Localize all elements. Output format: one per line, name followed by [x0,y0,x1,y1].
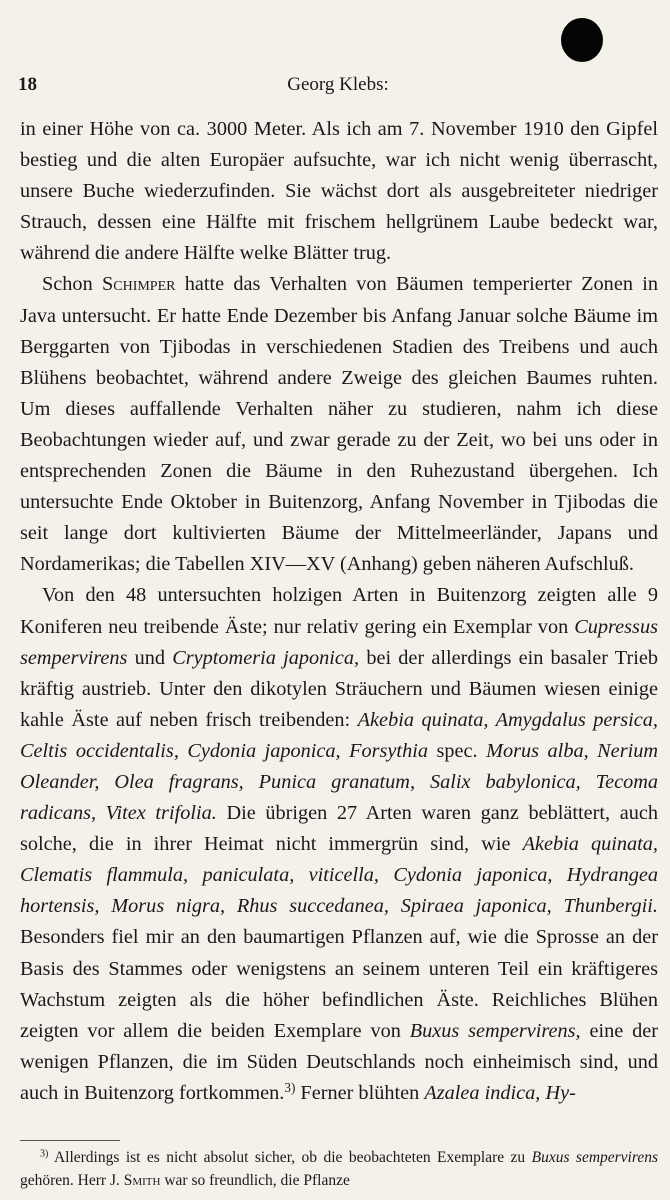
text-run: und [127,646,173,669]
text-run: Buxus sempervirens [531,1149,658,1166]
footnote-marker: 3) [40,1148,49,1160]
text-run: eine der wenigen Pflanzen, die im Süden Deutschlands noch einheimisch sind, und auch in Buitenzorg fortkommen. [20,1019,659,1104]
text-run: Besonders fiel mir an den baumartigen Pflanzen auf, wie die Sprosse an der Basis des Stammes oder wenigstens an seinem unteren Teil ein kräftigeres Wachstum zeigten als die höher befindlichen Äste. Reichliches Blühen zeigten vor allem die beiden Exemplare von [20,926,658,1042]
running-head: Georg Klebs: [287,74,389,95]
page-number: 18 [18,74,37,95]
text-run: Buxus sempervirens, [409,1019,581,1042]
text-run: Ferner blühten [295,1081,425,1104]
paragraph [20,114,658,269]
text-run: Azalea indica, Hy- [424,1081,576,1104]
footnotes [20,1146,658,1192]
paragraph [20,269,658,580]
text-run: Akebia quinata, Amygdalus persica, Celtis occidentalis, Cydonia japonica, Forsythia [20,708,658,762]
text-run: gehören. Herr J. [20,1172,124,1189]
footnote-divider [20,1140,120,1141]
text-run: Schon [42,273,102,296]
text-run: bei der allerdings ein basaler Trieb kräftig austrieb. Unter den dikotylen Sträuchern und Bäumen wiesen einige kahle Äste auf neben frisch treibenden: [20,646,659,731]
text-run: Cryptomeria japonica, [172,646,360,669]
text-run: Von den 48 untersuchten holzigen Arten in Buitenzorg zeigten alle 9 Koniferen neu treibende Äste; nur relativ gering ein Exemplar von [20,584,658,638]
text-run: Schimper [101,273,176,296]
text-run: Die übrigen 27 Arten waren ganz beblättert, auch solche, die in ihrer Heimat nicht immergrün sind, wie [20,802,658,856]
text-run: spec. [428,739,487,762]
body-text [20,114,658,1109]
text-run: Morus alba, Nerium Oleander, Olea fragrans, Punica granatum, Salix babylonica, Tecoma radicans, Vitex trifolia. [20,739,659,825]
text-run: Allerdings ist es nicht absolut sicher, ob die beobachteten Exemplare zu [48,1149,532,1166]
text-run: Akebia quinata, Clematis flammula, paniculata, viticella, Cydonia japonica, Hydrangea hortensis, Morus nigra, Rhus succedanea, Spiraea japonica, Thunbergii. [20,833,659,918]
page-header [18,70,658,100]
ink-blot [561,18,603,62]
text-run: hatte das Verhalten von Bäumen temperierter Zonen in Java untersucht. Er hatte Ende Dezember bis Anfang Januar solche Bäume im Berggarten von Tjibodas in verschiedenen Stadien des Treibens und auch Blühens beobachtet, während andere Zweige des gleichen Baumes ruhten. Um dieses auffallende Verhalten näher zu studieren, nahm ich diese Beobachtungen wieder auf, und zwar gerade zu der Zeit, wo bei uns oder in entsprechenden Zonen die Bäume in den Ruhezustand übergehen. Ich untersuchte Ende Oktober in Buitenzorg, Anfang November in Tjibodas die seit lange dort kultivierten Bäume der Mittelmeerländer, Japans und Nordamerikas; die Tabellen XIV—XV (Anhang) geben näheren Aufschluß. [20,273,658,576]
text-run: war so freundlich, die Pflanze [160,1172,350,1189]
text-run: Cupressus sempervirens [20,615,658,669]
text-run: Smith [123,1172,161,1189]
text-run: in einer Höhe von ca. 3000 Meter. Als ich am 7. November 1910 den Gipfel bestieg und die alten Europäer aufsuchte, war ich nicht wenig überrascht, unsere Buche wiederzufinden. Sie wächst dort als ausgebreiteter niedriger Strauch, dessen eine Hälfte mit frischem hellgrünem Laube bedeckt war, während die andere Hälfte welke Blätter trug. [20,118,658,265]
footnote-marker: 3) [284,1079,296,1095]
footnote [20,1146,658,1192]
paragraph [20,580,658,1109]
